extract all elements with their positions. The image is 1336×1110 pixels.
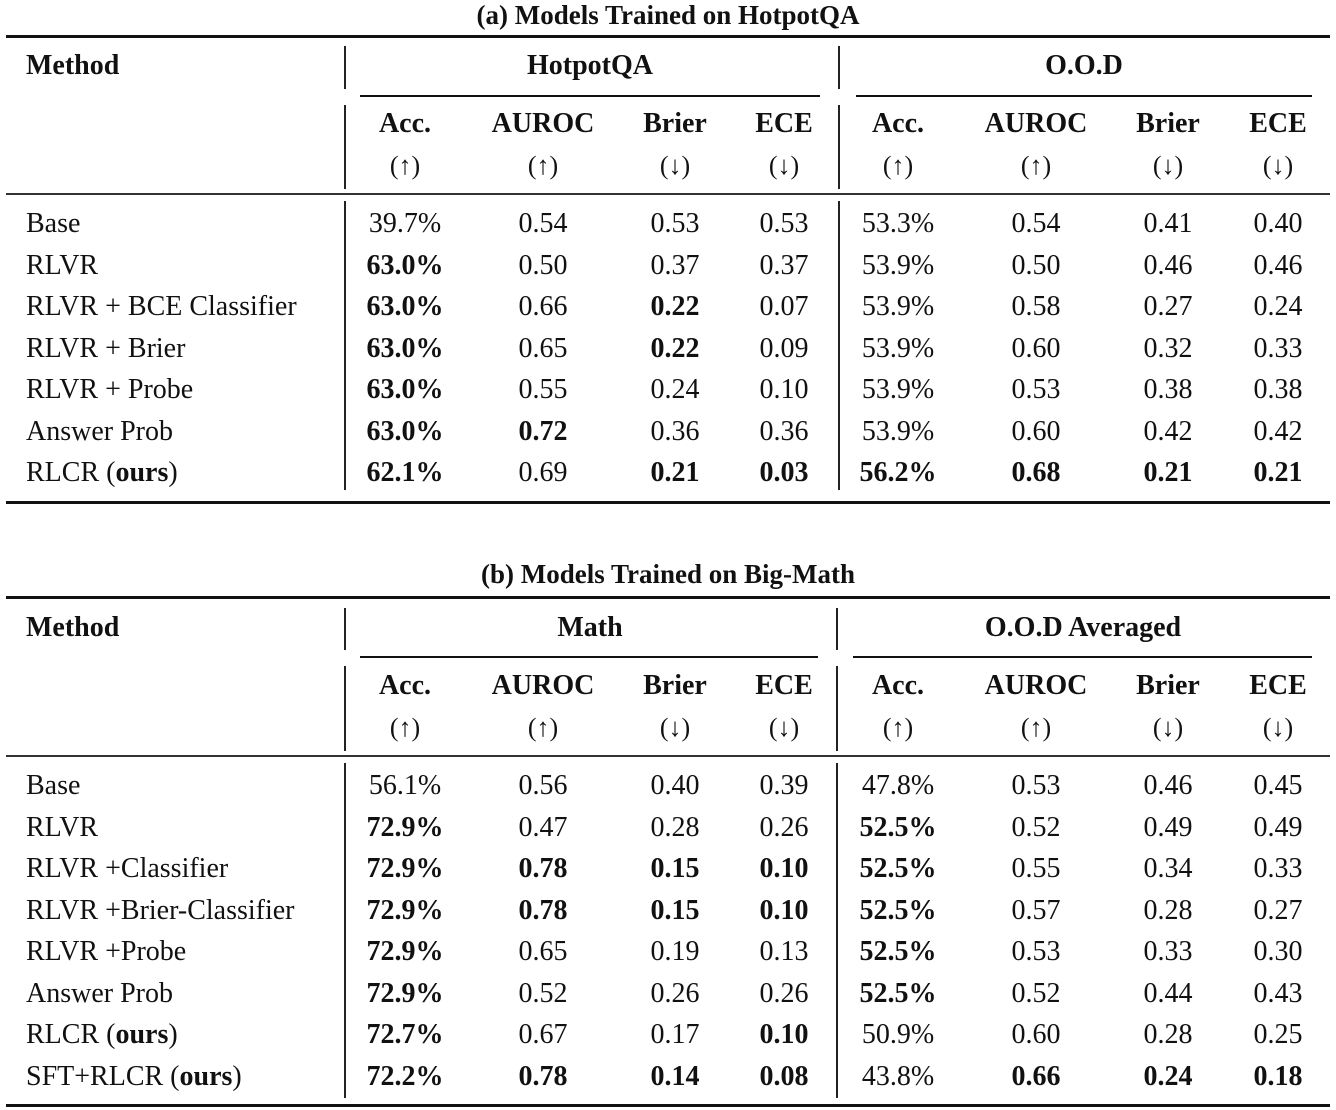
metric-value: 0.08 <box>759 1060 809 1092</box>
metric-value: 0.24 <box>1253 291 1303 322</box>
metric-value: 0.24 <box>650 374 700 405</box>
metric-value: 0.46 <box>1253 249 1303 281</box>
metric-value: 0.68 <box>1011 457 1061 488</box>
column-separator <box>836 763 838 1098</box>
method-name <box>26 374 193 406</box>
metric-value: 52.5% <box>859 936 937 967</box>
metric-value: 0.41 <box>1143 208 1193 239</box>
metric-header: AUROC <box>491 670 595 701</box>
metric-header: ECE <box>755 108 813 139</box>
metric-value: 63.0% <box>366 291 444 322</box>
group-header: Math <box>557 612 623 643</box>
method-label-suffix: ) <box>168 1019 178 1050</box>
metric-direction: (↓) <box>1152 151 1184 180</box>
table-caption: (b) Models Trained on Big-Math <box>480 559 856 589</box>
method-name <box>26 208 80 240</box>
metric-value: 72.9% <box>366 977 444 1009</box>
metric-direction: (↑) <box>389 151 421 180</box>
method-label: RLVR +Classifier <box>26 853 229 884</box>
metric-value: 0.34 <box>1143 853 1193 884</box>
method-label: RLVR <box>26 249 99 281</box>
metric-value: 63.0% <box>366 415 444 447</box>
column-separator <box>836 608 838 650</box>
method-label: SFT+RLCR ( <box>26 1060 180 1092</box>
metric-value: 0.26 <box>759 811 809 843</box>
method-name <box>26 812 98 844</box>
metric-value: 0.46 <box>1143 249 1193 281</box>
metric-value: 52.5% <box>859 977 937 1009</box>
metric-value: 0.55 <box>1011 853 1061 884</box>
method-label: RLVR +Brier-Classifier <box>26 894 295 926</box>
header-rule <box>6 755 1330 757</box>
method-header: Method <box>26 612 120 643</box>
metric-value: 0.60 <box>1011 415 1061 447</box>
metric-value: 52.5% <box>859 894 937 926</box>
metric-value: 0.15 <box>650 894 700 926</box>
metric-value: 0.44 <box>1143 977 1193 1009</box>
metric-value: 0.17 <box>650 1019 700 1050</box>
method-name <box>26 291 297 323</box>
metric-value: 0.14 <box>650 1060 700 1092</box>
metric-value: 0.13 <box>759 936 809 967</box>
metric-value: 0.65 <box>518 936 568 967</box>
group-header: HotpotQA <box>527 50 653 81</box>
metric-value: 0.30 <box>1253 936 1303 967</box>
group-header: O.O.D Averaged <box>984 612 1182 643</box>
metric-header: Brier <box>643 670 707 701</box>
metric-value: 0.65 <box>518 332 568 364</box>
method-name <box>26 457 178 489</box>
metric-value: 0.27 <box>1253 894 1303 926</box>
method-name <box>26 853 228 885</box>
metric-header: Brier <box>1136 670 1200 701</box>
metric-value: 0.54 <box>1011 208 1061 239</box>
metric-direction: (↓) <box>659 713 691 742</box>
metric-direction: (↑) <box>882 151 914 180</box>
metric-value: 50.9% <box>861 1019 935 1050</box>
metric-value: 53.3% <box>861 208 935 239</box>
method-name <box>26 770 80 802</box>
metric-value: 0.21 <box>1253 457 1303 488</box>
metric-value: 0.28 <box>1143 894 1193 926</box>
metric-value: 63.0% <box>366 249 444 281</box>
method-label: RLCR ( <box>26 457 116 488</box>
metric-direction: (↓) <box>1262 713 1294 742</box>
metric-value: 53.9% <box>861 374 935 405</box>
metric-value: 56.1% <box>368 770 442 801</box>
metric-value: 0.37 <box>650 249 700 281</box>
metric-value: 0.22 <box>650 291 700 322</box>
metric-value: 0.32 <box>1143 332 1193 364</box>
method-name <box>26 333 185 365</box>
metric-value: 0.26 <box>650 977 700 1009</box>
metric-value: 0.49 <box>1143 811 1193 843</box>
metric-value: 0.27 <box>1143 291 1193 322</box>
metric-value: 0.07 <box>759 291 809 322</box>
group-header: O.O.D <box>1045 50 1123 81</box>
group-underline <box>360 656 818 658</box>
metric-value: 0.19 <box>650 936 700 967</box>
metric-value: 0.55 <box>518 374 568 405</box>
bottom-rule <box>6 501 1330 504</box>
method-label: RLVR <box>26 811 99 843</box>
metric-value: 0.18 <box>1253 1060 1303 1092</box>
metric-value: 0.40 <box>1253 208 1303 239</box>
metric-header: Brier <box>1136 108 1200 139</box>
metric-value: 0.60 <box>1011 332 1061 364</box>
metric-value: 0.25 <box>1253 1019 1303 1050</box>
metric-header: AUROC <box>984 670 1088 701</box>
metric-value: 0.53 <box>1011 770 1061 801</box>
column-separator <box>344 666 346 751</box>
method-label: RLVR + BCE Classifier <box>26 291 297 322</box>
metric-value: 52.5% <box>859 853 937 884</box>
metric-value: 72.2% <box>366 1060 444 1092</box>
method-label-bold: ours <box>115 457 169 488</box>
method-label: RLCR ( <box>26 1019 116 1050</box>
metric-header: Acc. <box>871 108 925 139</box>
metric-value: 56.2% <box>859 457 937 488</box>
metric-value: 72.9% <box>366 936 444 967</box>
metric-value: 0.60 <box>1011 1019 1061 1050</box>
metric-value: 0.42 <box>1143 415 1193 447</box>
metric-header: AUROC <box>491 108 595 139</box>
top-rule <box>6 596 1330 599</box>
metric-value: 0.09 <box>759 332 809 364</box>
method-name <box>26 416 173 448</box>
metric-value: 0.36 <box>759 415 809 447</box>
group-underline <box>856 95 1312 97</box>
metric-value: 47.8% <box>861 770 935 801</box>
method-label-bold: ours <box>179 1060 233 1092</box>
metric-value: 0.46 <box>1143 770 1193 801</box>
metric-value: 0.24 <box>1143 1060 1193 1092</box>
metric-value: 0.78 <box>518 853 568 884</box>
metric-value: 0.21 <box>650 457 700 488</box>
metric-value: 0.53 <box>1011 936 1061 967</box>
metric-value: 63.0% <box>366 374 444 405</box>
metric-value: 0.52 <box>1011 811 1061 843</box>
metric-value: 53.9% <box>861 332 935 364</box>
metric-value: 0.37 <box>759 249 809 281</box>
metric-value: 0.53 <box>759 208 809 239</box>
metric-direction: (↓) <box>1152 713 1184 742</box>
metric-value: 0.69 <box>518 457 568 488</box>
metric-header: ECE <box>1249 670 1307 701</box>
metric-value: 0.50 <box>1011 249 1061 281</box>
metric-value: 72.7% <box>366 1019 444 1050</box>
column-separator <box>838 105 840 189</box>
column-separator <box>838 201 840 490</box>
metric-value: 0.66 <box>1011 1060 1061 1092</box>
metric-value: 63.0% <box>366 332 444 364</box>
metric-value: 0.53 <box>650 208 700 239</box>
metric-value: 52.5% <box>859 811 937 843</box>
method-label-suffix: ) <box>168 457 178 488</box>
method-name <box>26 895 295 927</box>
metric-direction: (↑) <box>882 713 914 742</box>
column-separator <box>344 201 346 490</box>
metric-header: Acc. <box>378 670 432 701</box>
metric-value: 0.49 <box>1253 811 1303 843</box>
metric-header: Acc. <box>871 670 925 701</box>
method-label: RLVR +Probe <box>26 936 187 967</box>
metric-header: ECE <box>755 670 813 701</box>
metric-value: 0.10 <box>759 853 809 884</box>
metric-direction: (↓) <box>768 151 800 180</box>
method-label: RLVR + Brier <box>26 332 186 364</box>
metric-header: Acc. <box>378 108 432 139</box>
method-name <box>26 936 186 968</box>
metric-value: 0.38 <box>1253 374 1303 405</box>
metric-value: 0.03 <box>759 457 809 488</box>
metric-value: 0.42 <box>1253 415 1303 447</box>
metric-value: 0.10 <box>759 1019 809 1050</box>
metric-value: 0.15 <box>650 853 700 884</box>
metric-value: 0.26 <box>759 977 809 1009</box>
metric-direction: (↑) <box>1020 713 1052 742</box>
metric-value: 0.50 <box>518 249 568 281</box>
method-name <box>26 250 98 282</box>
column-separator <box>836 666 838 751</box>
metric-value: 53.9% <box>861 291 935 322</box>
metric-value: 0.52 <box>1011 977 1061 1009</box>
metric-value: 0.33 <box>1253 332 1303 364</box>
header-rule <box>6 193 1330 195</box>
metric-value: 0.39 <box>759 770 809 801</box>
method-header: Method <box>26 50 120 81</box>
top-rule <box>6 35 1330 38</box>
metric-direction: (↓) <box>1262 151 1294 180</box>
bottom-rule <box>6 1104 1330 1107</box>
group-underline <box>853 656 1312 658</box>
metric-value: 39.7% <box>368 208 442 239</box>
metric-header: Brier <box>643 108 707 139</box>
metric-value: 0.10 <box>759 894 809 926</box>
method-name <box>26 1019 178 1051</box>
metric-value: 0.57 <box>1011 894 1061 926</box>
metric-value: 0.47 <box>518 811 568 843</box>
column-separator <box>838 46 840 89</box>
metric-value: 0.21 <box>1143 457 1193 488</box>
method-name <box>26 978 173 1010</box>
metric-value: 0.78 <box>518 894 568 926</box>
metric-value: 0.33 <box>1253 853 1303 884</box>
metric-value: 53.9% <box>861 249 935 281</box>
metric-value: 0.28 <box>1143 1019 1193 1050</box>
metric-value: 0.66 <box>518 291 568 322</box>
metric-value: 0.22 <box>650 332 700 364</box>
metric-value: 0.78 <box>518 1060 568 1092</box>
method-label: RLVR + Probe <box>26 374 194 405</box>
metric-value: 0.10 <box>759 374 809 405</box>
method-label: Answer Prob <box>26 415 173 447</box>
metric-header: ECE <box>1249 108 1307 139</box>
method-label-suffix: ) <box>232 1060 242 1092</box>
metric-direction: (↑) <box>1020 151 1052 180</box>
column-separator <box>344 105 346 189</box>
metric-direction: (↑) <box>389 713 421 742</box>
table-caption: (a) Models Trained on HotpotQA <box>476 0 860 30</box>
method-label-bold: ours <box>115 1019 169 1050</box>
metric-value: 0.45 <box>1253 770 1303 801</box>
metric-value: 0.53 <box>1011 374 1061 405</box>
metric-value: 72.9% <box>366 853 444 884</box>
metric-value: 0.67 <box>518 1019 568 1050</box>
metric-direction: (↓) <box>768 713 800 742</box>
metric-value: 0.33 <box>1143 936 1193 967</box>
metric-value: 0.28 <box>650 811 700 843</box>
metric-value: 0.36 <box>650 415 700 447</box>
metric-value: 0.56 <box>518 770 568 801</box>
metric-value: 0.72 <box>518 415 568 447</box>
metric-direction: (↑) <box>527 151 559 180</box>
column-separator <box>344 46 346 89</box>
metric-value: 0.52 <box>518 977 568 1009</box>
metric-value: 0.38 <box>1143 374 1193 405</box>
method-label: Answer Prob <box>26 977 173 1009</box>
metric-header: AUROC <box>984 108 1088 139</box>
metric-value: 72.9% <box>366 811 444 843</box>
method-label: Base <box>26 770 81 801</box>
metric-value: 0.40 <box>650 770 700 801</box>
column-separator <box>344 763 346 1098</box>
metric-value: 0.58 <box>1011 291 1061 322</box>
metric-direction: (↓) <box>659 151 691 180</box>
metric-value: 72.9% <box>366 894 444 926</box>
metric-value: 43.8% <box>861 1060 935 1092</box>
metric-value: 0.54 <box>518 208 568 239</box>
method-name <box>26 1061 242 1093</box>
method-label: Base <box>26 208 81 239</box>
metric-value: 0.43 <box>1253 977 1303 1009</box>
metric-direction: (↑) <box>527 713 559 742</box>
metric-value: 53.9% <box>861 415 935 447</box>
group-underline <box>360 95 820 97</box>
metric-value: 62.1% <box>366 457 444 488</box>
column-separator <box>344 608 346 650</box>
